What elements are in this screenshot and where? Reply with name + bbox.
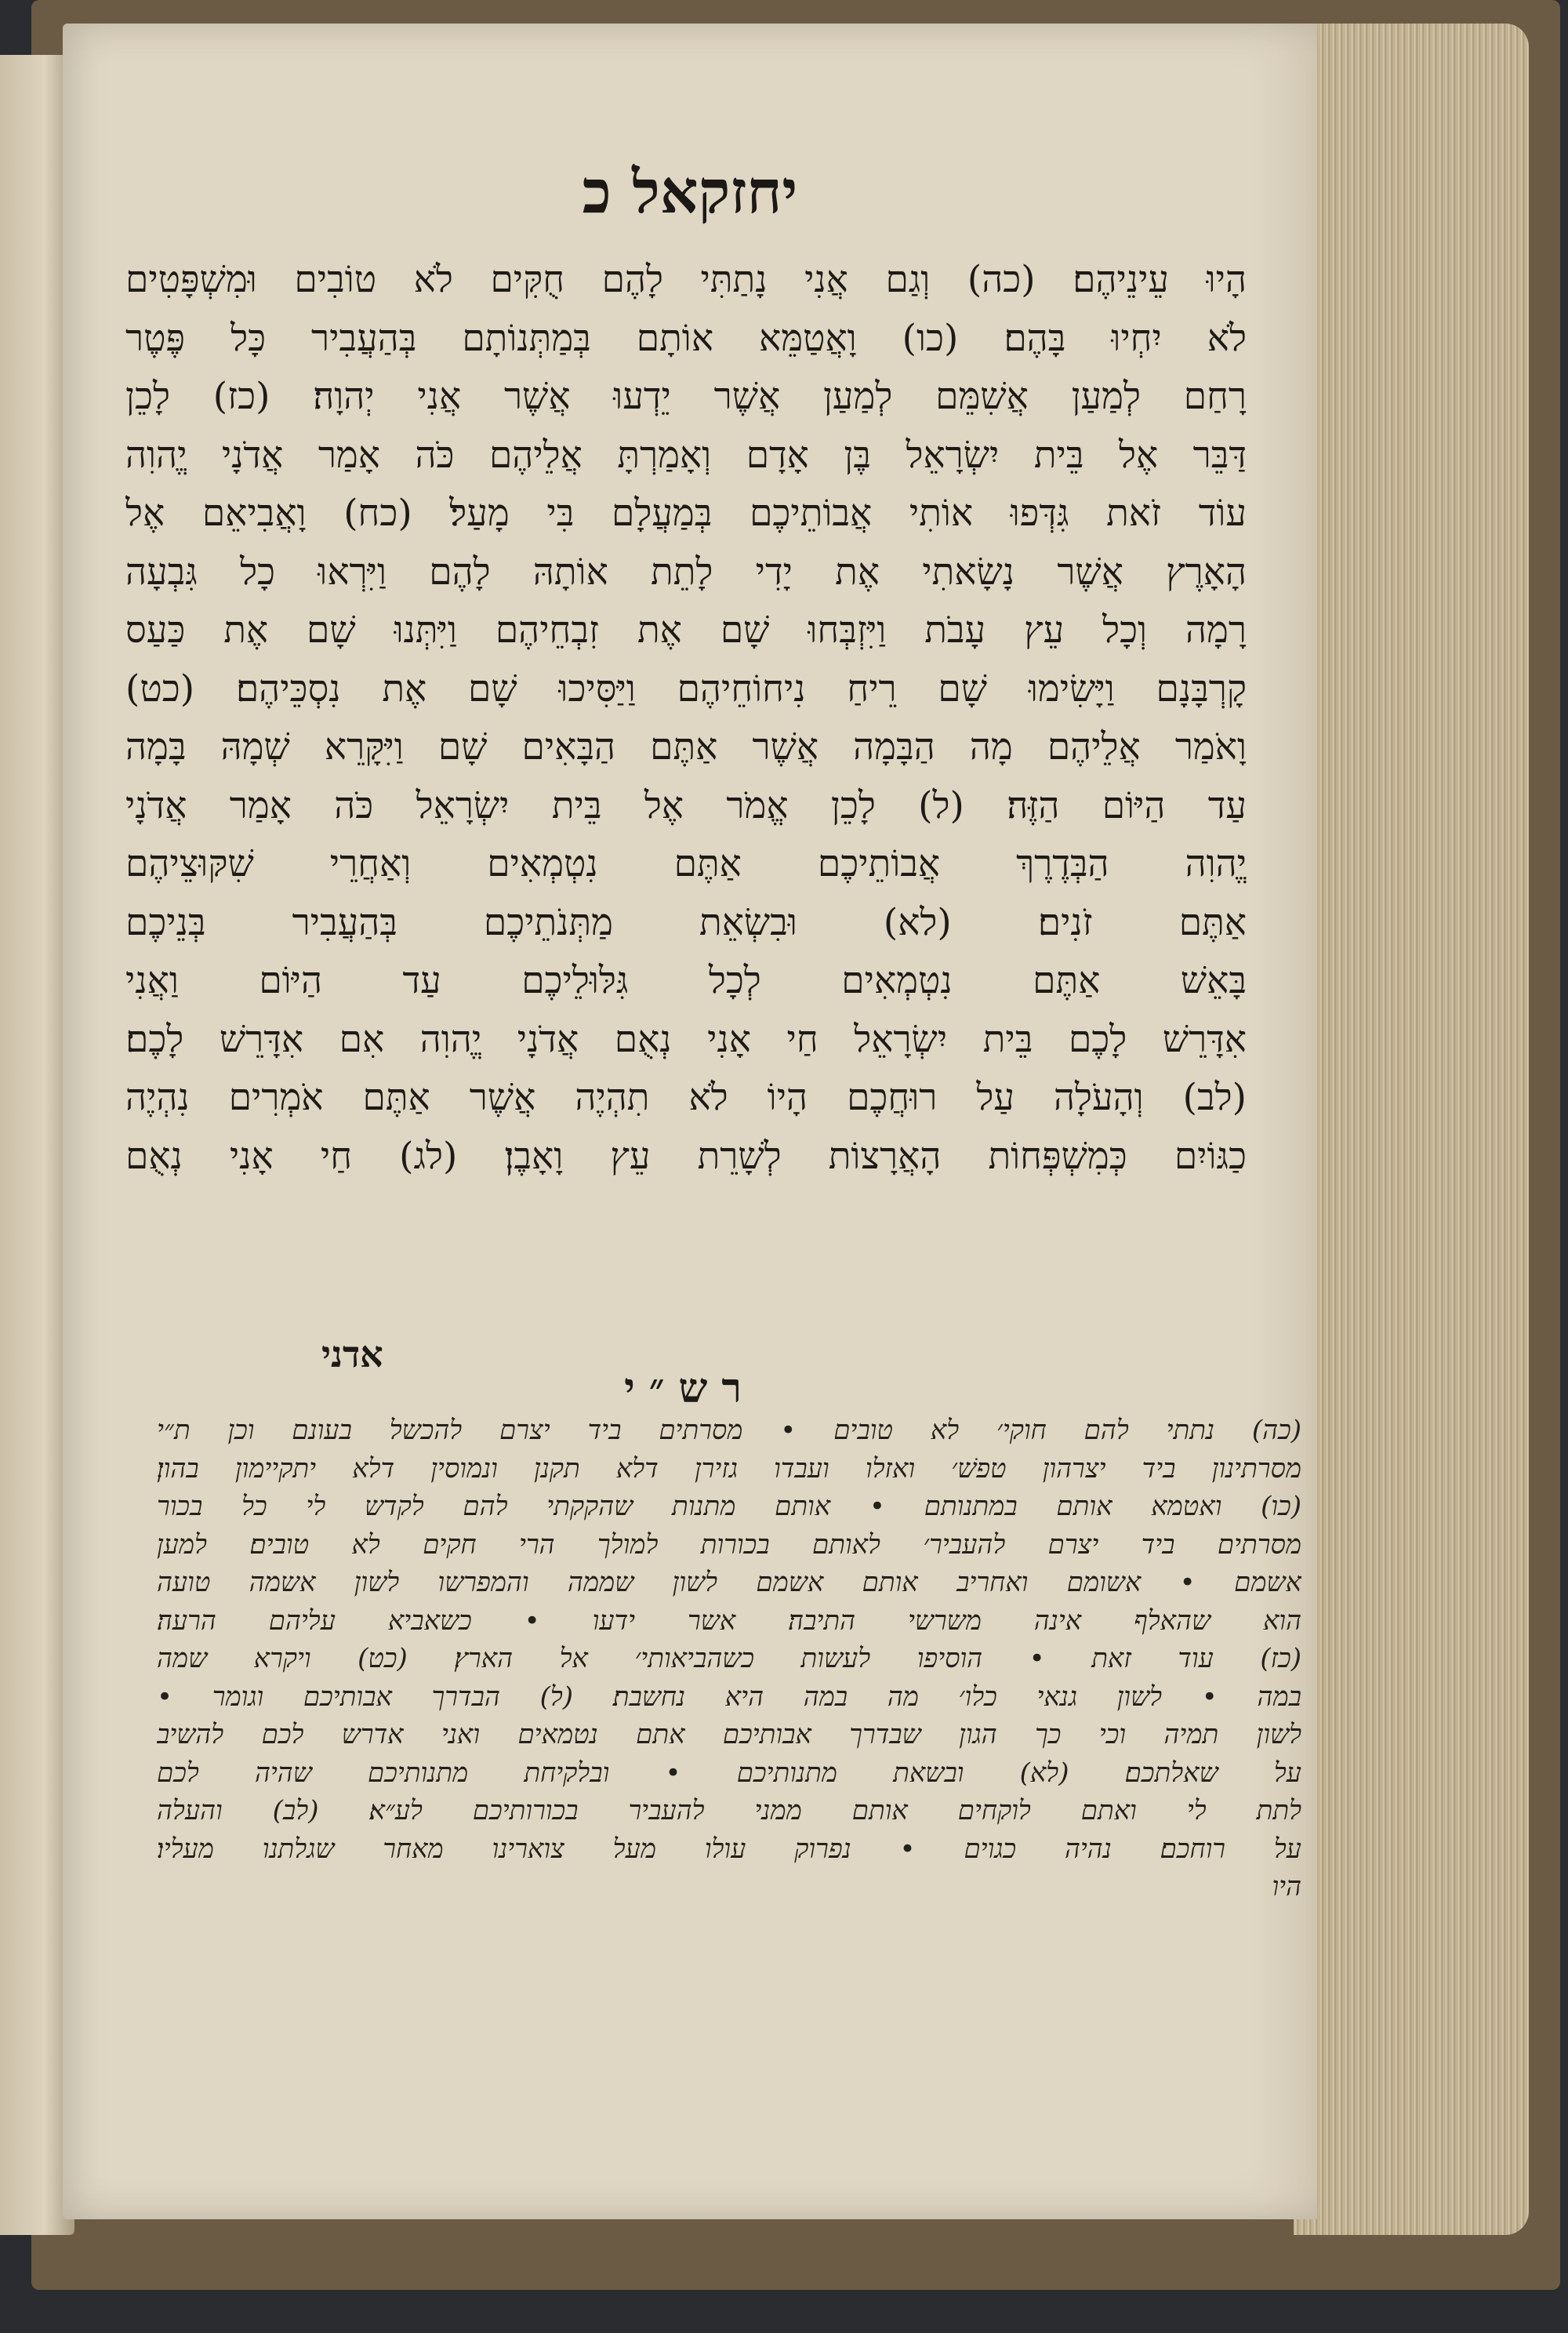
- commentary-title: רש״י: [624, 1365, 756, 1412]
- main-line: דַּבֵּר אֶל בֵּית יִשְׂרָאֵל בֶּן אָדָם וְאָמַרְתָּ אֲלֵיהֶם כֹּה אָמַר אֲדֹנָי יֱהוִה: [125, 433, 1247, 477]
- commentary-line: על שאלתכם׃ (לא) ובשאת מתנותיכם • ובלקיחת מתנותיכם שהיה לכם: [157, 1757, 1301, 1789]
- commentary-block: [157, 1412, 1301, 1906]
- main-line: אִדָּרֵשׁ לָכֶם בֵּית יִשְׂרָאֵל חַי אָנִי נְאֻם אֲדֹנָי יֱהוִה אִם אִדָּרֵשׁ לָכֶם׃: [125, 1017, 1247, 1061]
- main-line: קָרְבָּנָם וַיָּשִׂימוּ שָׁם רֵיחַ נִיחוֹחֵיהֶם וַיַּסִּיכוּ שָׁם אֶת נִסְכֵּיהֶם׃ (כט): [125, 667, 1247, 710]
- running-head: יחזקאל כ: [582, 157, 798, 227]
- commentary-line: במה • לשון גנאי כלו׳ מה במה היא נחשבת׃ (ל) הבדרך אבותיכם וגומר •: [157, 1681, 1301, 1713]
- main-line: יֱהוִה הַבְּדֶרֶךְ אֲבוֹתֵיכֶם אַתֶּם נִטְמְאִים וְאַחֲרֵי שִׁקּוּצֵיהֶם: [125, 842, 1247, 885]
- main-line: רָמָה וְכָל עֵץ עָבֹת וַיִּזְבְּחוּ שָׁם אֶת זִבְחֵיהֶם וַיִּתְּנוּ שָׁם אֶת כַּעַס: [125, 609, 1247, 652]
- commentary-line: על רוחכם׃ נהיה כגוים • נפרוק עולו מעל צוארינו מאחר שגלתנו מעליו׃: [157, 1833, 1301, 1865]
- main-line: הָיוּ עֵינֵיהֶם׃ (כה) וְגַם אֲנִי נָתַתִּי לָהֶם חֻקִּים לֹא טוֹבִים וּמִשְׁפָּטִים: [125, 258, 1247, 301]
- commentary-line: (כה) נתתי להם חוקי׳ לא טובים • מסרתים ביד יצרם להכשל בעונם וכן ת״י: [157, 1415, 1301, 1446]
- catchword: אדני: [321, 1333, 383, 1375]
- main-line: כַגּוֹיִם כְּמִשְׁפְּחוֹת הָאֲרָצוֹת לְשָׁרֵת עֵץ וָאָבֶן׃ (לג) חַי אָנִי נְאֻם: [125, 1134, 1247, 1178]
- commentary-line: היו: [1272, 1871, 1301, 1902]
- main-line: וָאֹמַר אֲלֵיהֶם מָה הַבָּמָה אֲשֶׁר אַתֶּם הַבָּאִים שָׁם וַיִּקָּרֵא שְׁמָהּ בָּמָה: [125, 725, 1247, 769]
- main-line: עַד הַיּוֹם הַזֶּה׃ (ל) לָכֵן אֱמֹר אֶל בֵּית יִשְׂרָאֵל כֹּה אָמַר אֲדֹנָי: [125, 783, 1247, 827]
- main-text-block: [125, 251, 1247, 1186]
- commentary-line: מסרתינון ביד יצרהון טפשׁ׳ ואזלו ועבדו גזירן דלא תקנן ונמוסין דלא יתקיימון בהון׃: [157, 1452, 1301, 1484]
- main-line: עוֹד זֹאת גִּדְּפוּ אוֹתִי אֲבוֹתֵיכֶם בְּמַעֲלָם בִּי מָעַל׃ (כח) וָאֲבִיאֵם אֶל: [125, 492, 1247, 535]
- main-line: לֹא יִחְיוּ בָּהֶם׃ (כו) וָאֲטַמֵּא אוֹתָם בְּמַתְּנוֹתָם בְּהַעֲבִיר כָּל פֶּטֶר: [125, 316, 1247, 360]
- page-fore-edge: [1294, 24, 1529, 2235]
- main-line: אַתֶּם זֹנִים׃ (לא) וּבִשְׂאֵת מַתְּנֹתֵיכֶם בְּהַעֲבִיר בְּנֵיכֶם: [125, 900, 1247, 944]
- commentary-line: לתת לי ואתם לוקחים אותם ממני להעביר בכורותיכם לע״א׃ (לב) והעלה: [157, 1795, 1301, 1826]
- main-line: (לב) וְהָעֹלָה עַל רוּחֲכֶם הָיוֹ לֹא תִהְיֶה אֲשֶׁר אַתֶּם אֹמְרִים נִהְיֶה: [125, 1076, 1247, 1119]
- commentary-line: לשון תמיה וכי כך הגון שבדרך אבותיכם אתם נטמאים ואני אדרש לכם להשיב: [157, 1719, 1301, 1750]
- commentary-line: אשמם • אשומם ואחריב אותם אשמם לשון שממה והמפרשו לשון אשמה טועה: [157, 1567, 1301, 1598]
- main-line: בָּאֵשׁ אַתֶּם נִטְמְאִים לְכָל גִּלּוּלֵיכֶם עַד הַיּוֹם וַאֲנִי: [125, 959, 1247, 1002]
- main-line: רָחַם לְמַעַן אֲשִׁמֵּם לְמַעַן אֲשֶׁר יֵדְעוּ אֲשֶׁר אֲנִי יְהוָה׃ (כז) לָכֵן: [125, 375, 1247, 418]
- main-line: הָאָרֶץ אֲשֶׁר נָשָׂאתִי אֶת יָדִי לָתֵת אוֹתָהּ לָהֶם וַיִּרְאוּ כָל גִּבְעָה: [125, 550, 1247, 594]
- commentary-line: (כז) עוד זאת • הוסיפו לעשות כשהביאותי׳ אל הארץ׃ (כט) ויקרא שמה: [157, 1643, 1301, 1674]
- book-page: [63, 24, 1317, 2219]
- commentary-line: הוא שהאלף אינה משרשי התיבה׃ אשר ידעו • כשאביא עליהם הרעה׃: [157, 1604, 1301, 1637]
- commentary-line: מסרתים ביד יצרם להעביר׳ לאותם בכורות למולך הרי חקים לא טובים׃ למען: [157, 1528, 1301, 1561]
- commentary-line: (כו) ואטמא אותם במתנותם • אותם מתנות שהקקתי להם לקדש לי כל בכור: [157, 1491, 1301, 1522]
